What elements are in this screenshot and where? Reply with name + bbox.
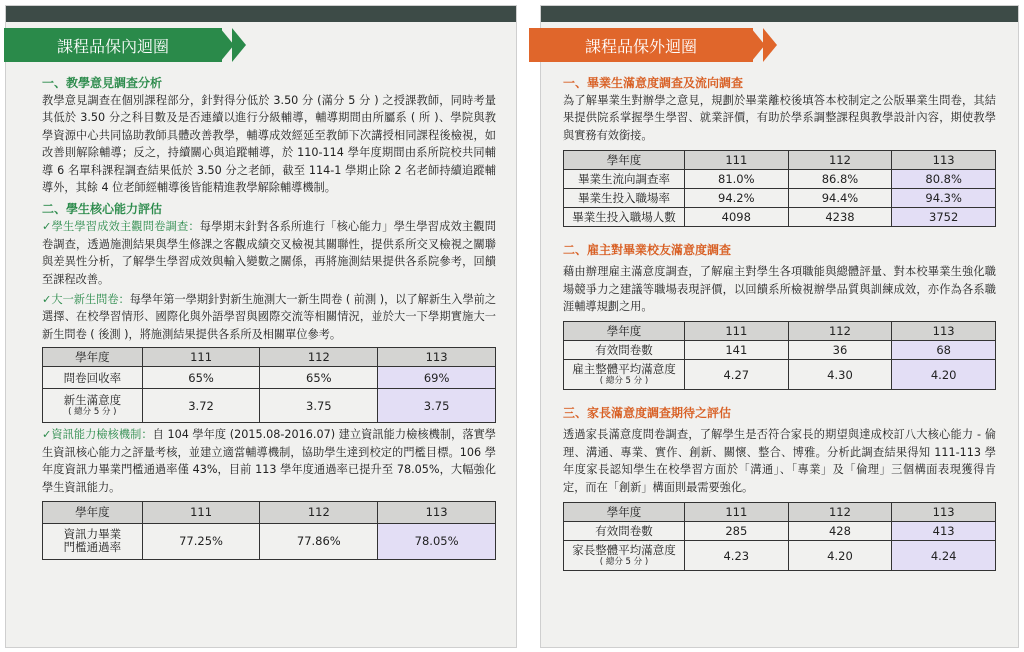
table-cell: 4.30 — [788, 360, 892, 390]
employer-survey-paragraph: 藉由辦理雇主滿意度調查，了解雇主對學生各項職能與總體評量、對本校畢業生強化職場競爭力之建議等職場表現評價，以回饋系所檢視辦學品質與訓練成效，亦作為各系職涯輔導規劃之用。 — [563, 265, 996, 314]
table-header-cell: 111 — [142, 501, 260, 523]
table-cell: 4238 — [788, 208, 892, 227]
table-header-row — [564, 151, 996, 170]
row-label-main: 新生滿意度 — [63, 393, 122, 408]
row-label — [43, 523, 143, 559]
table-header-cell: 學年度 — [564, 503, 685, 522]
table-row — [564, 189, 996, 208]
banner-title: 課程品保外迴圈 — [529, 28, 753, 62]
table-row — [564, 360, 996, 390]
row-label: 有效問卷數 — [564, 341, 685, 360]
table-cell: 78.05% — [378, 523, 496, 559]
panel-top-bar — [541, 6, 1018, 22]
table-cell: 4.20 — [892, 360, 996, 390]
table-cell: 68 — [892, 341, 996, 360]
table-cell: 4.27 — [684, 360, 788, 390]
row-label: 畢業生流向調查率 — [564, 170, 685, 189]
table-cell: 94.3% — [892, 189, 996, 208]
table-header-cell: 111 — [684, 503, 788, 522]
table-cell: 77.25% — [142, 523, 260, 559]
table-header-cell: 學年度 — [564, 151, 685, 170]
row-label: 畢業生投入職場率 — [564, 189, 685, 208]
panel-top-bar — [6, 6, 516, 22]
table-header-cell: 112 — [788, 503, 892, 522]
table-cell: 3.75 — [378, 389, 496, 423]
outer-loop-panel — [540, 5, 1019, 648]
table-cell: 86.8% — [788, 170, 892, 189]
inner-loop-banner — [4, 28, 246, 62]
table-cell: 94.4% — [788, 189, 892, 208]
chevron-right-icon — [763, 28, 777, 62]
banner-title: 課程品保內迴圈 — [4, 28, 222, 62]
outer-loop-banner — [529, 28, 777, 62]
section-title: 一、畢業生滿意度調查及流向調查 — [563, 76, 744, 90]
table-header-cell: 112 — [788, 151, 892, 170]
table-cell: 36 — [788, 341, 892, 360]
table-header-cell: 112 — [788, 322, 892, 341]
table-cell: 65% — [142, 367, 260, 389]
section-title: 二、雇主對畢業校友滿意度調查 — [563, 243, 732, 258]
table-cell: 141 — [684, 341, 788, 360]
table-header-cell: 113 — [892, 503, 996, 522]
item-body: 自 104 學年度 (2015.08-2016.07) 建立資訊能力檢核機制，落實學生資訊核心能力之評量考核，並建立適當輔導機制，協助學生達到校定的門檻目標。106 學年度資訊力畢業門檻通過率僅 43%，目前 113 學年度通過率已提升至 78.05%，大幅強化學生資訊能力。 — [42, 428, 496, 494]
it-ability-paragraph — [42, 426, 496, 496]
section-title: 三、家長滿意度調查期待之評估 — [563, 406, 732, 421]
table-header-row — [43, 501, 496, 523]
table-header-cell: 111 — [684, 151, 788, 170]
table-header-cell: 111 — [684, 322, 788, 341]
inner-loop-panel — [5, 5, 517, 648]
it-ability-table — [42, 501, 496, 560]
table-row — [43, 523, 496, 559]
row-label-line1: 資訊力畢業 — [63, 527, 122, 542]
table-cell: 80.8% — [892, 170, 996, 189]
table-cell: 69% — [378, 367, 496, 389]
table-row — [564, 170, 996, 189]
table-cell: 285 — [684, 522, 788, 541]
employer-table — [563, 321, 996, 390]
parent-table — [563, 502, 996, 571]
item-body: 每學年第一學期針對新生施測大一新生問卷 ( 前測 )，以了解新生入學前之選擇、在校學習情形、國際化與外語學習與國際交流等相關情況，並於大一下學期實施大一新生問卷 ( 後測 )，將施測結果提供各系所及相關單位參考。 — [42, 293, 497, 341]
table-row — [564, 541, 996, 571]
item-heading: ✓資訊能力檢核機制： — [42, 428, 153, 442]
chevron-right-icon — [232, 28, 246, 62]
parent-survey-paragraph: 透過家長滿意度問卷調查，了解學生是否符合家長的期望與達成校訂八大核心能力 - 倫理、溝通、專業、實作、創新、關懷、整合、博雅。分析此調查結果得知 111-113 學年度家長認知學生在校學習方面於「溝通」、「專業」及「倫理」三個構面表現獲得肯定，而在「創新」構面則最需要強化。 — [563, 428, 996, 494]
table-header-cell: 學年度 — [43, 348, 143, 367]
row-label-main: 家長整體平均滿意度 — [572, 543, 676, 558]
table-header-cell: 112 — [260, 501, 378, 523]
learning-outcome-paragraph — [42, 218, 496, 288]
table-row — [43, 367, 496, 389]
table-cell: 4.20 — [788, 541, 892, 571]
row-label-line2: 門檻通過率 — [63, 540, 122, 555]
table-row — [564, 341, 996, 360]
table-header-cell: 學年度 — [564, 322, 685, 341]
table-cell: 3752 — [892, 208, 996, 227]
row-label — [43, 389, 143, 423]
table-cell: 413 — [892, 522, 996, 541]
table-header-cell: 113 — [378, 501, 496, 523]
row-label: 問卷回收率 — [43, 367, 143, 389]
row-label-note: ( 總分 5 分 ) — [599, 376, 649, 387]
table-header-cell: 111 — [142, 348, 260, 367]
item-heading: ✓學生學習成效主觀問卷調查： — [42, 220, 200, 234]
row-label: 畢業生投入職場人數 — [564, 208, 685, 227]
row-label: 有效問卷數 — [564, 522, 685, 541]
table-cell: 428 — [788, 522, 892, 541]
table-cell: 4098 — [684, 208, 788, 227]
outer-loop-content — [563, 74, 996, 571]
table-cell: 94.2% — [684, 189, 788, 208]
freshman-survey-table — [42, 347, 496, 423]
item-heading: ✓大一新生問卷： — [42, 293, 130, 307]
table-row — [564, 208, 996, 227]
graduate-table — [563, 150, 996, 227]
row-label-note: ( 總分 5 分 ) — [599, 557, 649, 568]
table-row — [564, 522, 996, 541]
row-label — [564, 541, 685, 571]
table-cell: 3.75 — [260, 389, 378, 423]
table-header-cell: 113 — [892, 322, 996, 341]
table-cell: 3.72 — [142, 389, 260, 423]
table-header-row — [564, 503, 996, 522]
table-header-row — [43, 348, 496, 367]
teaching-survey-paragraph: 教學意見調查在個別課程部分，針對得分低於 3.50 分 (滿分 5 分 ) 之授課教師，同時考量其低於 3.50 分之科目數及是否連續以進行分級輔導，輔導期間由所屬系 ( 所 )、學院與教學資源中心共同協助教師具體改善教學，輔導成效經延至教師下次講授相同課程後檢視，如改善則解除輔導；反之，持續關心與追蹤輔導，於 110-114 學年度期間由系所院校共同輔導 6 名單科課程調查結果低於 3.50 分之老師，截至 114-1 學期止除 2 名老師持續追蹤輔導外，其餘 4 位老師經輔導後皆能精進教學解除輔導機制。 — [42, 94, 496, 195]
item-body: 每學期末針對各系所進行「核心能力」學生學習成效主觀問卷調查，透過施測結果與學生修課之客觀成績交叉檢視其關聯性，提供系所交叉檢視之關聯與差異性分析，了解學生學習成效與輸入變數之關係，再將施測結果提供各系院參考，回饋至課程改善。 — [42, 220, 496, 286]
row-label — [564, 360, 685, 390]
row-label-note: ( 總分 5 分 ) — [68, 407, 117, 418]
graduate-survey-paragraph: 為了解畢業生對辦學之意見，規劃於畢業離校後填答本校制定之公版畢業生問卷，其結果提供院系掌握學生學習、就業評價，有助於學系調整課程與教學設計內容，期使教學與實務有效銜接。 — [563, 94, 996, 142]
table-header-cell: 113 — [378, 348, 496, 367]
table-header-cell: 113 — [892, 151, 996, 170]
freshman-survey-paragraph — [42, 291, 496, 343]
table-row — [43, 389, 496, 423]
row-label-main: 雇主整體平均滿意度 — [572, 362, 676, 377]
table-header-cell: 112 — [260, 348, 378, 367]
table-header-cell: 學年度 — [43, 501, 143, 523]
section-title: 一、教學意見調查分析 — [42, 76, 163, 90]
table-cell: 4.23 — [684, 541, 788, 571]
table-cell: 77.86% — [260, 523, 378, 559]
inner-loop-content — [42, 74, 496, 560]
table-cell: 65% — [260, 367, 378, 389]
table-cell: 4.24 — [892, 541, 996, 571]
section-title: 二、學生核心能力評估 — [42, 202, 163, 217]
table-header-row — [564, 322, 996, 341]
table-cell: 81.0% — [684, 170, 788, 189]
